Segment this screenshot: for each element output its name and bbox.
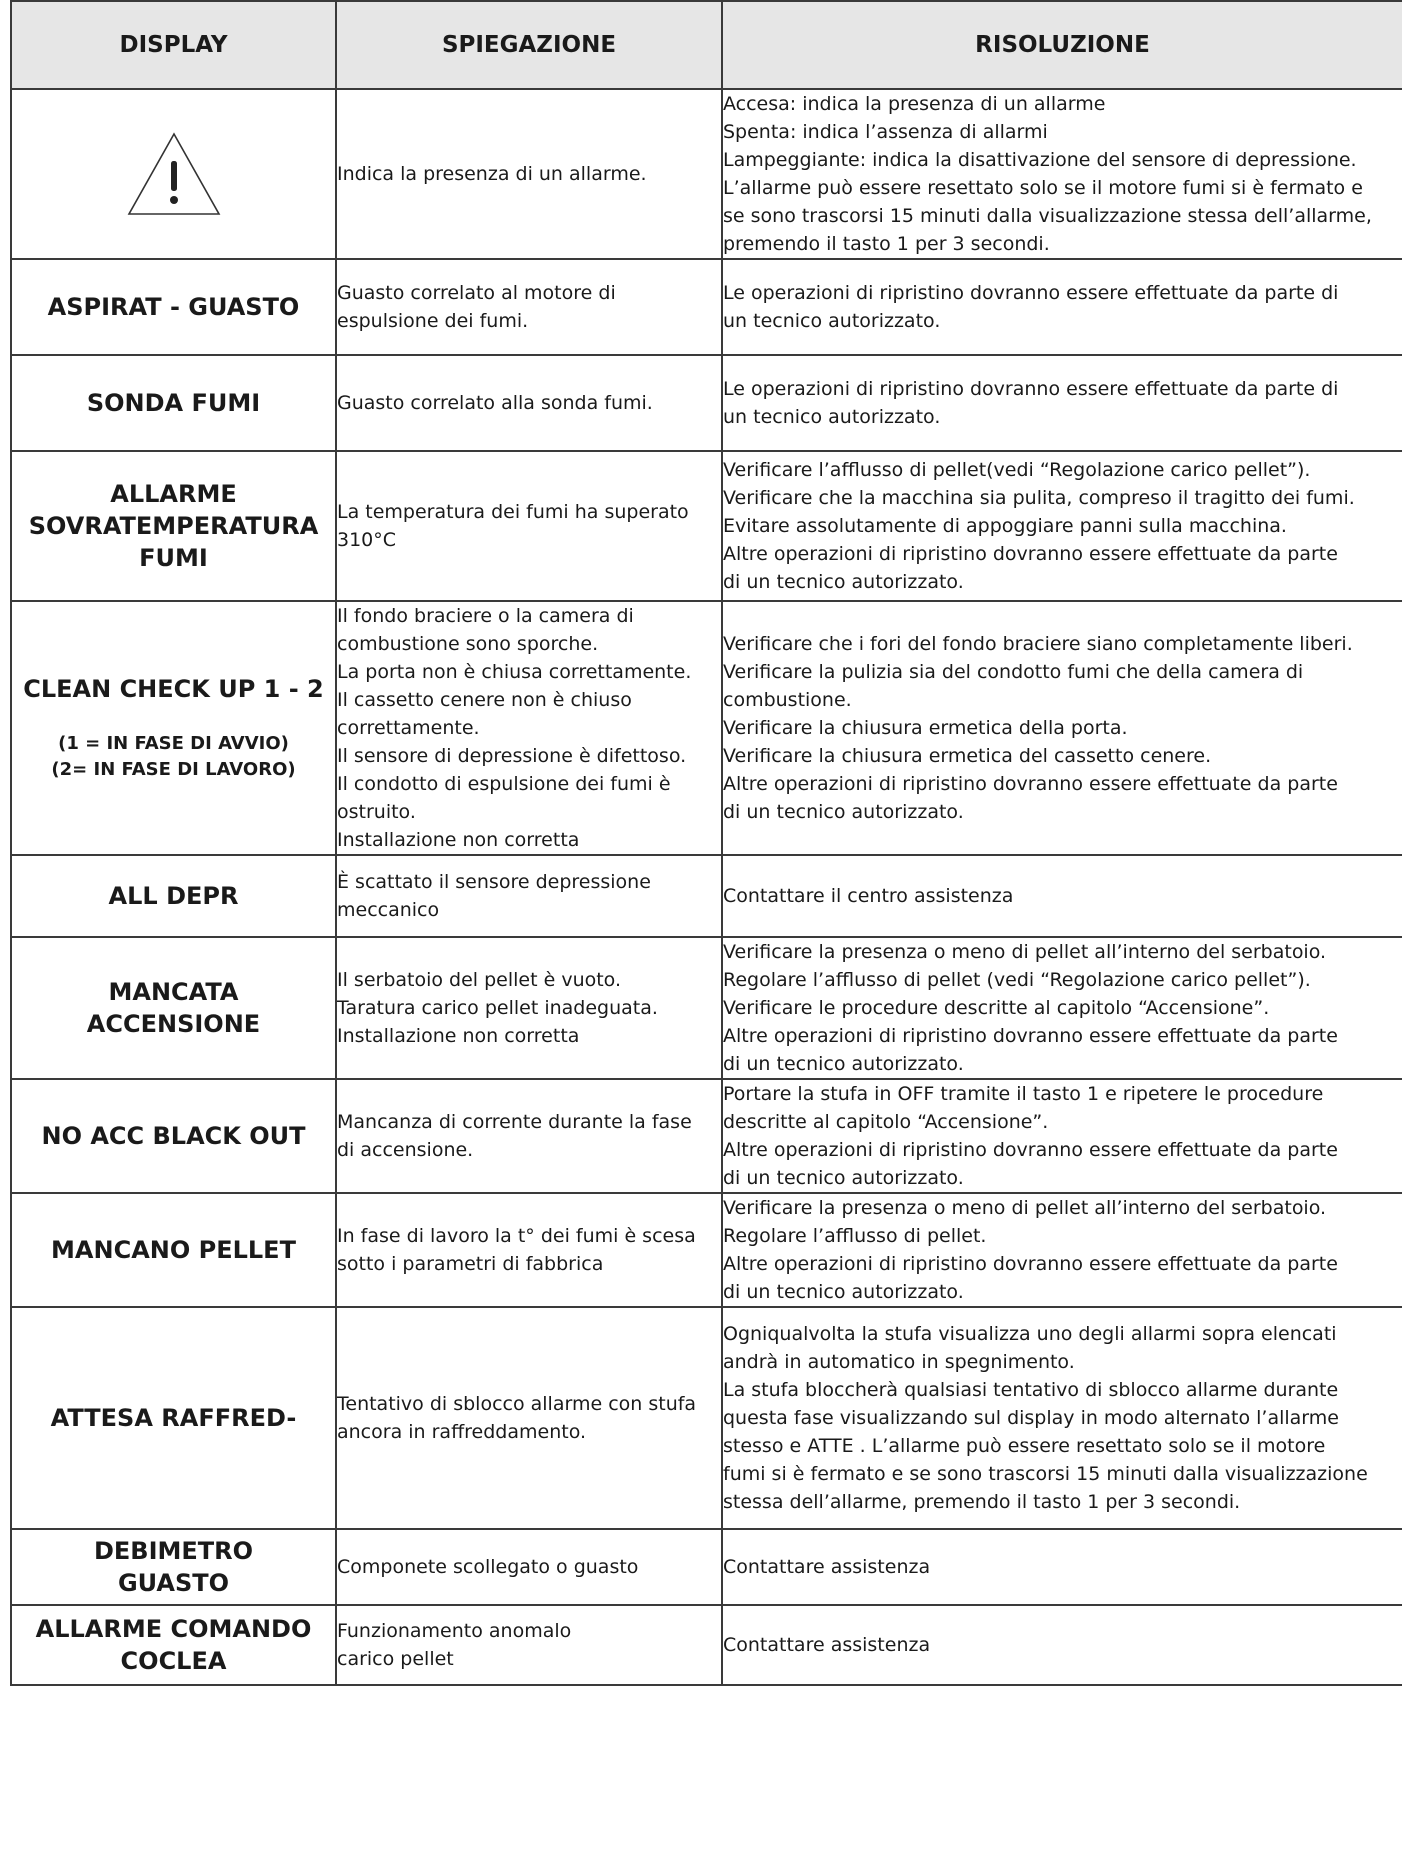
risoluzione-line: Accesa: indica la presenza di un allarme bbox=[723, 93, 1106, 115]
risoluzione-cell bbox=[722, 451, 1402, 601]
header-spiegazione: SPIEGAZIONE bbox=[336, 1, 722, 89]
alarm-table bbox=[10, 0, 1402, 1686]
spiegazione-cell bbox=[336, 937, 722, 1079]
display-label: ACCENSIONE bbox=[86, 1010, 261, 1038]
spiegazione-line: Componete scollegato o guasto bbox=[337, 1556, 639, 1578]
table-body bbox=[11, 89, 1402, 1685]
risoluzione-line: Verificare la chiusura ermetica della porta. bbox=[723, 717, 1128, 739]
risoluzione-line: Contattare assistenza bbox=[723, 1634, 931, 1656]
table-row bbox=[11, 1079, 1402, 1193]
spiegazione-line: Tentativo di sblocco allarme con stufa bbox=[337, 1393, 697, 1415]
spiegazione-cell bbox=[336, 259, 722, 355]
table-row bbox=[11, 937, 1402, 1079]
table-row bbox=[11, 1307, 1402, 1529]
display-label: FUMI bbox=[139, 544, 208, 572]
spiegazione-cell bbox=[336, 1529, 722, 1605]
risoluzione-line: Altre operazioni di ripristino dovranno essere effettuate da parte bbox=[723, 1253, 1338, 1275]
risoluzione-cell bbox=[722, 1079, 1402, 1193]
spiegazione-line: La porta non è chiusa correttamente. bbox=[337, 661, 692, 683]
display-label: SONDA FUMI bbox=[86, 389, 261, 417]
spiegazione-line: Guasto correlato al motore di bbox=[337, 282, 616, 304]
risoluzione-line: Altre operazioni di ripristino dovranno essere effettuate da parte bbox=[723, 543, 1338, 565]
spiegazione-line: Il sensore di depressione è difettoso. bbox=[337, 745, 687, 767]
risoluzione-line: di un tecnico autorizzato. bbox=[723, 1167, 964, 1189]
spiegazione-line: sotto i parametri di fabbrica bbox=[337, 1253, 604, 1275]
risoluzione-cell bbox=[722, 1307, 1402, 1529]
risoluzione-line: descritte al capitolo “Accensione”. bbox=[723, 1111, 1049, 1133]
risoluzione-line: Altre operazioni di ripristino dovranno essere effettuate da parte bbox=[723, 1025, 1338, 1047]
risoluzione-line: Le operazioni di ripristino dovranno essere effettuate da parte di bbox=[723, 282, 1339, 304]
risoluzione-line: Portare la stufa in OFF tramite il tasto 1 e ripetere le procedure bbox=[723, 1083, 1324, 1105]
display-cell bbox=[11, 937, 336, 1079]
table-row bbox=[11, 89, 1402, 259]
display-label: SOVRATEMPERATURA bbox=[28, 512, 319, 540]
table-row bbox=[11, 601, 1402, 855]
risoluzione-line: stesso e ATTE . L’allarme può essere resettato solo se il motore bbox=[723, 1435, 1326, 1457]
display-cell bbox=[11, 855, 336, 937]
risoluzione-line: Altre operazioni di ripristino dovranno essere effettuate da parte bbox=[723, 773, 1338, 795]
risoluzione-line: premendo il tasto 1 per 3 secondi. bbox=[723, 233, 1050, 255]
risoluzione-line: di un tecnico autorizzato. bbox=[723, 801, 964, 823]
risoluzione-cell bbox=[722, 89, 1402, 259]
spiegazione-cell bbox=[336, 855, 722, 937]
spiegazione-line: Installazione non corretta bbox=[337, 1025, 580, 1047]
risoluzione-line: Verificare la pulizia sia del condotto fumi che della camera di bbox=[723, 661, 1304, 683]
risoluzione-line: se sono trascorsi 15 minuti dalla visualizzazione stessa dell’allarme, bbox=[723, 205, 1372, 227]
spiegazione-line: di accensione. bbox=[337, 1139, 474, 1161]
display-cell bbox=[11, 1079, 336, 1193]
risoluzione-line: combustione. bbox=[723, 689, 852, 711]
risoluzione-line: Verificare le procedure descritte al capitolo “Accensione”. bbox=[723, 997, 1270, 1019]
display-sublabel bbox=[12, 731, 335, 783]
risoluzione-line: un tecnico autorizzato. bbox=[723, 406, 941, 428]
spiegazione-line: Il fondo braciere o la camera di bbox=[337, 605, 634, 627]
display-label: DEBIMETRO bbox=[93, 1537, 254, 1565]
risoluzione-line: Le operazioni di ripristino dovranno essere effettuate da parte di bbox=[723, 378, 1339, 400]
display-cell bbox=[11, 1529, 336, 1605]
spiegazione-line: ancora in raffreddamento. bbox=[337, 1421, 587, 1443]
spiegazione-line: ostruito. bbox=[337, 801, 416, 823]
display-sublabel-line: (2= IN FASE DI LAVORO) bbox=[51, 759, 296, 780]
risoluzione-line: Regolare l’afflusso di pellet. bbox=[723, 1225, 987, 1247]
spiegazione-cell bbox=[336, 601, 722, 855]
table-header-row bbox=[11, 1, 1402, 89]
risoluzione-cell bbox=[722, 1193, 1402, 1307]
risoluzione-line: L’allarme può essere resettato solo se il motore fumi si è fermato e bbox=[723, 177, 1363, 199]
risoluzione-cell bbox=[722, 1605, 1402, 1685]
display-label: NO ACC BLACK OUT bbox=[41, 1122, 306, 1150]
display-label: COCLEA bbox=[120, 1647, 227, 1675]
risoluzione-line: Lampeggiante: indica la disattivazione del sensore di depressione. bbox=[723, 149, 1357, 171]
risoluzione-line: Evitare assolutamente di appoggiare panni sulla macchina. bbox=[723, 515, 1287, 537]
spiegazione-cell bbox=[336, 1307, 722, 1529]
risoluzione-line: Spenta: indica l’assenza di allarmi bbox=[723, 121, 1048, 143]
display-cell bbox=[11, 89, 336, 259]
display-cell bbox=[11, 1605, 336, 1685]
risoluzione-line: Ogniqualvolta la stufa visualizza uno degli allarmi sopra elencati bbox=[723, 1323, 1337, 1345]
risoluzione-line: questa fase visualizzando sul display in modo alternato l’allarme bbox=[723, 1407, 1339, 1429]
spiegazione-line: carico pellet bbox=[337, 1648, 454, 1670]
spiegazione-line: È scattato il sensore depressione bbox=[337, 871, 651, 893]
spiegazione-line: meccanico bbox=[337, 899, 440, 921]
risoluzione-line: Verificare la chiusura ermetica del cassetto cenere. bbox=[723, 745, 1212, 767]
display-label: MANCATA bbox=[108, 978, 239, 1006]
spiegazione-line: In fase di lavoro la t° dei fumi è scesa bbox=[337, 1225, 696, 1247]
display-cell bbox=[11, 355, 336, 451]
spiegazione-line: Indica la presenza di un allarme. bbox=[337, 163, 647, 185]
risoluzione-line: andrà in automatico in spegnimento. bbox=[723, 1351, 1075, 1373]
spiegazione-cell bbox=[336, 1079, 722, 1193]
risoluzione-line: di un tecnico autorizzato. bbox=[723, 1053, 964, 1075]
risoluzione-line: Verificare la presenza o meno di pellet all’interno del serbatoio. bbox=[723, 941, 1327, 963]
spiegazione-line: Il cassetto cenere non è chiuso bbox=[337, 689, 632, 711]
risoluzione-line: Altre operazioni di ripristino dovranno essere effettuate da parte bbox=[723, 1139, 1338, 1161]
table-row bbox=[11, 451, 1402, 601]
warning-triangle-icon bbox=[126, 131, 222, 217]
table-row bbox=[11, 1193, 1402, 1307]
table-row bbox=[11, 1605, 1402, 1685]
risoluzione-cell bbox=[722, 601, 1402, 855]
spiegazione-line: combustione sono sporche. bbox=[337, 633, 599, 655]
display-label: ALLARME COMANDO bbox=[35, 1615, 312, 1643]
spiegazione-line: Il condotto di espulsione dei fumi è bbox=[337, 773, 671, 795]
display-label: ALL DEPR bbox=[108, 882, 239, 910]
spiegazione-cell bbox=[336, 1193, 722, 1307]
spiegazione-cell bbox=[336, 355, 722, 451]
risoluzione-line: fumi si è fermato e se sono trascorsi 15 minuti dalla visualizzazione bbox=[723, 1463, 1368, 1485]
display-cell bbox=[11, 1307, 336, 1529]
header-risoluzione: RISOLUZIONE bbox=[722, 1, 1402, 89]
spiegazione-line: Funzionamento anomalo bbox=[337, 1620, 572, 1642]
display-sublabel-line: (1 = IN FASE DI AVVIO) bbox=[58, 733, 289, 754]
display-label: ASPIRAT - GUASTO bbox=[47, 293, 300, 321]
spiegazione-line: espulsione dei fumi. bbox=[337, 310, 529, 332]
risoluzione-line: Verificare che i fori del fondo braciere siano completamente liberi. bbox=[723, 633, 1353, 655]
table-row bbox=[11, 355, 1402, 451]
risoluzione-cell bbox=[722, 855, 1402, 937]
spiegazione-cell bbox=[336, 451, 722, 601]
table-row bbox=[11, 855, 1402, 937]
spiegazione-line: Guasto correlato alla sonda fumi. bbox=[337, 392, 653, 414]
display-label: ATTESA RAFFRED- bbox=[50, 1404, 297, 1432]
spiegazione-line: Taratura carico pellet inadeguata. bbox=[337, 997, 658, 1019]
risoluzione-line: Verificare la presenza o meno di pellet all’interno del serbatoio. bbox=[723, 1197, 1327, 1219]
spiegazione-cell bbox=[336, 89, 722, 259]
spiegazione-line: Mancanza di corrente durante la fase bbox=[337, 1111, 692, 1133]
risoluzione-line: Contattare assistenza bbox=[723, 1556, 931, 1578]
table-row bbox=[11, 259, 1402, 355]
risoluzione-line: stessa dell’allarme, premendo il tasto 1 per 3 secondi. bbox=[723, 1491, 1241, 1513]
spiegazione-line: correttamente. bbox=[337, 717, 480, 739]
display-cell bbox=[11, 451, 336, 601]
risoluzione-cell bbox=[722, 937, 1402, 1079]
risoluzione-line: Verificare che la macchina sia pulita, compreso il tragitto dei fumi. bbox=[723, 487, 1355, 509]
risoluzione-cell bbox=[722, 1529, 1402, 1605]
display-cell bbox=[11, 1193, 336, 1307]
display-label: ALLARME bbox=[110, 480, 237, 508]
risoluzione-line: di un tecnico autorizzato. bbox=[723, 1281, 964, 1303]
risoluzione-line: un tecnico autorizzato. bbox=[723, 310, 941, 332]
display-label: MANCANO PELLET bbox=[51, 1236, 296, 1264]
spiegazione-line: 310°C bbox=[337, 529, 397, 551]
display-label: CLEAN CHECK UP 1 - 2 bbox=[23, 675, 324, 703]
spiegazione-cell bbox=[336, 1605, 722, 1685]
risoluzione-line: Regolare l’afflusso di pellet (vedi “Regolazione carico pellet”). bbox=[723, 969, 1311, 991]
display-cell bbox=[11, 601, 336, 855]
risoluzione-line: Contattare il centro assistenza bbox=[723, 885, 1014, 907]
spiegazione-line: Installazione non corretta bbox=[337, 829, 580, 851]
display-label: GUASTO bbox=[117, 1569, 230, 1597]
spiegazione-line: Il serbatoio del pellet è vuoto. bbox=[337, 969, 622, 991]
risoluzione-cell bbox=[722, 355, 1402, 451]
display-cell bbox=[11, 259, 336, 355]
table-row bbox=[11, 1529, 1402, 1605]
spiegazione-line: La temperatura dei fumi ha superato bbox=[337, 501, 689, 523]
risoluzione-line: di un tecnico autorizzato. bbox=[723, 571, 964, 593]
header-display: DISPLAY bbox=[11, 1, 336, 89]
risoluzione-line: La stufa bloccherà qualsiasi tentativo di sblocco allarme durante bbox=[723, 1379, 1339, 1401]
risoluzione-line: Verificare l’afflusso di pellet(vedi “Regolazione carico pellet”). bbox=[723, 459, 1311, 481]
risoluzione-cell bbox=[722, 259, 1402, 355]
